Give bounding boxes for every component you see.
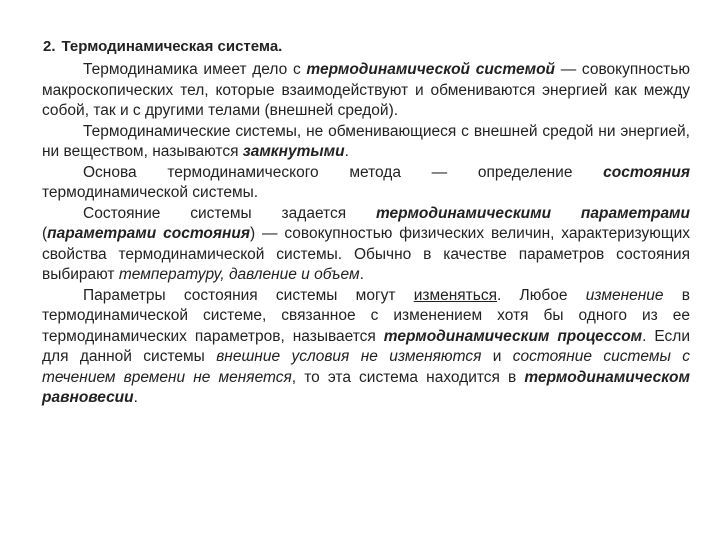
paragraph-1 — [42, 60, 690, 122]
section-heading — [43, 38, 282, 55]
emphasis-term: состояния — [603, 163, 690, 181]
emphasis-term: замкнутыми — [242, 143, 345, 160]
text-segment: . — [133, 389, 138, 406]
paragraph-5 — [42, 286, 690, 409]
section-title: Термодинамическая система. — [61, 38, 283, 55]
text-segment: в термодинамической системе, связанное с изменением хотя бы одного из ее термодинамических параметров, называется — [42, 286, 690, 345]
emphasis-term: параметрами состояния — [47, 225, 250, 242]
underlined-text: изменяться — [413, 286, 497, 304]
italic-text: внешние условия не изменяются — [216, 348, 482, 365]
text-segment: . — [344, 143, 349, 160]
text-segment: и — [481, 348, 513, 365]
emphasis-term: термодинамическом равновесии — [42, 368, 690, 406]
paragraph-3 — [42, 163, 690, 204]
paragraph-4 — [42, 204, 690, 286]
text-segment: Термодинамические системы, не обменивающиеся с внешней средой ни энергией, ни веществом, называются — [42, 122, 690, 160]
text-segment: Термодинамика имеет дело с — [83, 61, 307, 78]
text-segment: , то эта система находится в — [291, 368, 525, 386]
text-segment: ( — [42, 225, 48, 242]
italic-text: температуру, давление и объем — [118, 266, 360, 283]
paragraph-2 — [42, 122, 690, 163]
emphasis-term: термодинамическим процессом — [383, 327, 643, 345]
text-segment: . Если для данной системы — [42, 327, 691, 365]
emphasis-term: термодинамической системой — [306, 61, 556, 78]
text-segment: . — [359, 266, 364, 283]
emphasis-term: термодинамическими параметрами — [375, 204, 690, 222]
text-segment: — совокупностью макроскопических тел, которые взаимодействуют и обмениваются энергией как между собой, так и с другими телами (внешней средой). — [42, 61, 690, 119]
italic-text: изменение — [585, 286, 664, 304]
text-segment: Параметры состояния системы могут — [83, 286, 414, 304]
text-segment: . Любое — [497, 286, 586, 304]
italic-text: состояние системы с течением времени не меняется — [42, 348, 690, 386]
text-segment: Состояние системы задается — [83, 204, 376, 222]
text-segment: Основа термодинамического метода — определение — [83, 163, 604, 181]
text-segment: ) — совокупностью физических величин, характеризующих свойства термодинамической системы. Обычно в качестве параметров состояния выбирают — [42, 225, 690, 283]
body-text — [42, 60, 690, 409]
text-segment: термодинамической системы. — [42, 184, 259, 201]
section-number: 2. — [43, 38, 56, 55]
